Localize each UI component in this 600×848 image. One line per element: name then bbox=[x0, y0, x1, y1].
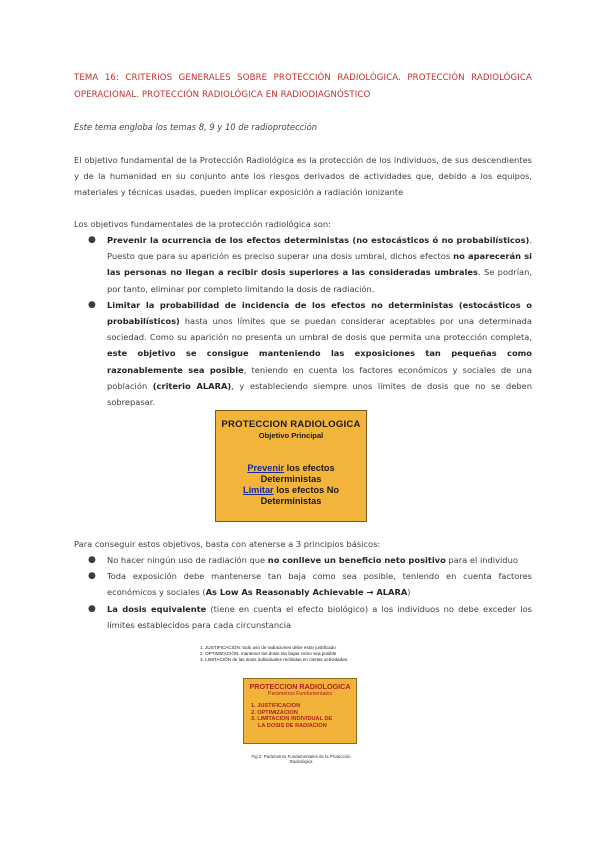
paragraph-objectives-intro: Los objetivos fundamentales de la protección radiológica son: bbox=[74, 219, 331, 229]
objective-bold: este objetivo se consigue manteniendo las exposiciones tan pequeñas como razonablemente sea posible bbox=[107, 348, 532, 375]
principle-text: (tiene en cuenta el efecto biológico) a los individuos no debe exceder los límites establecidos para cada circunstancia bbox=[107, 603, 532, 630]
figure-subheading: Objetivo Principal bbox=[258, 431, 324, 440]
figure-line bbox=[216, 485, 366, 496]
principle-text: Toda exposición debe mantenerse tan baja como sea posible, teniendo en cuenta factores económicos y sociales ( bbox=[107, 571, 532, 598]
objective-bold: Limitar la probabilidad de incidencia de los efectos no deterministas (estocásticos o probabilísticos) bbox=[107, 299, 532, 327]
list-item bbox=[74, 297, 532, 410]
bullet-icon: ● bbox=[88, 603, 96, 614]
objective-text: . Se podrían, por tanto, eliminar por completo limitando la dosis de radiación. bbox=[107, 267, 532, 294]
figure-heading: PROTECCION RADIOLOGICA bbox=[221, 419, 361, 430]
paragraph-principles-intro: Para conseguir estos objetivos, basta con atenerse a 3 principios básicos: bbox=[74, 539, 381, 549]
objective-text: . Puesto que para su aparición es preciso superar una dosis umbral, dichos efectos bbox=[107, 235, 532, 262]
figure-line-text: los efectos No bbox=[273, 485, 339, 495]
paragraph-objective: El objetivo fundamental de la Protección Radiológica es la protección de los individuos, de sus descendientes y de la humanidad en su conjunto ante los riesgos derivados de actividades que, debido a los equipos, materiales y técnicas usadas, pueden implicar exposición a radiación ionizante bbox=[74, 155, 532, 198]
figure-item: LA DOSIS DE RADIACION bbox=[258, 722, 327, 729]
principle-bold: As Low As Reasonably Achievable → ALARA bbox=[205, 587, 408, 598]
bullet-icon: ● bbox=[88, 235, 96, 245]
figure-item: 1. JUSTIFICACION bbox=[251, 703, 301, 709]
figure-items bbox=[251, 703, 356, 729]
figure-underlined-word: Limitar bbox=[243, 485, 274, 495]
principles-list bbox=[74, 552, 532, 633]
figure2-note: 3. LIMITACIÓN de las dosis individuales recibidas en ciertas actividades. bbox=[200, 657, 349, 662]
principle-text: No hacer ningún uso de radiación que bbox=[107, 555, 268, 565]
figure-underlined-word: Prevenir bbox=[247, 463, 285, 473]
principle-text: para el individuo bbox=[445, 555, 518, 565]
list-item bbox=[74, 232, 532, 297]
bullet-icon: ● bbox=[88, 555, 96, 565]
objective-text: , y estableciendo siempre unos límites de dosis que no se deben sobrepasar. bbox=[107, 380, 532, 408]
objective-text: hasta unos límites que se puedan considerar aceptables por una determinada sociedad. Como su aparición no presenta un umbral de dosis que permita una protección completa, bbox=[107, 316, 532, 343]
figure-objetivo-principal bbox=[215, 410, 367, 522]
objective-bold: Prevenir la ocurrencia de los efectos deterministas (no estocásticos ó no probabilísticos) bbox=[107, 235, 530, 245]
list-item bbox=[74, 568, 532, 600]
objective-bold: (criterio ALARA) bbox=[152, 380, 232, 391]
objective-text: , teniendo en cuenta los factores económicos y sociales de una población bbox=[107, 364, 533, 391]
page-title: TEMA 16: CRITERIOS GENERALES SOBRE PROTECCIÓN RADIOLÓGICA. PROTECCIÓN RADIOLÓGICA OPERACIONAL. PROTECCIÓN RADIOLÓGICA EN RADIODIAGNÓSTICO bbox=[74, 73, 532, 100]
figure-item: 2. OPTIMIZACION bbox=[251, 709, 298, 716]
intro-note: Este tema engloba los temas 8, 9 y 10 de radioprotección bbox=[74, 122, 318, 132]
figure-line bbox=[216, 463, 366, 474]
list-item bbox=[74, 552, 532, 568]
figure2-note: 2. OPTIMIZACIÓN: mantener las dosis tan bajas como sea posible bbox=[200, 651, 337, 656]
objectives-list bbox=[74, 232, 532, 410]
figure-caption: Fig.2. Parámetros Fundamentales de la Protección Radiológica bbox=[251, 754, 351, 764]
figure2-note: 1. JUSTIFICACIÓN: todo uso de radiaciones debe estar justificado bbox=[200, 645, 336, 650]
principle-text: ) bbox=[407, 587, 411, 598]
figure2-notes bbox=[200, 645, 400, 663]
figure-line: Deterministas bbox=[260, 496, 322, 506]
bullet-icon: ● bbox=[88, 571, 96, 582]
figure-parametros-fundamentales bbox=[243, 678, 357, 744]
figure-heading: PROTECCION RADIOLOGICA bbox=[249, 682, 351, 691]
principle-bold: no conlleve un beneficio neto positivo bbox=[267, 555, 446, 565]
figure-subheading: Parámetros Fundamentales bbox=[267, 691, 332, 697]
bullet-icon: ● bbox=[88, 299, 96, 310]
principle-bold: La dosis equivalente bbox=[107, 603, 207, 614]
list-item bbox=[74, 601, 532, 633]
figure-line: Deterministas bbox=[260, 474, 322, 484]
figure-item: 3. LIMITACION INDIVIDUAL DE bbox=[251, 716, 333, 723]
objective-bold: no aparecerán si las personas no llegan a recibir dosis superiores a las consideradas umbrales bbox=[107, 251, 532, 278]
figure-line-text: los efectos bbox=[284, 463, 335, 473]
